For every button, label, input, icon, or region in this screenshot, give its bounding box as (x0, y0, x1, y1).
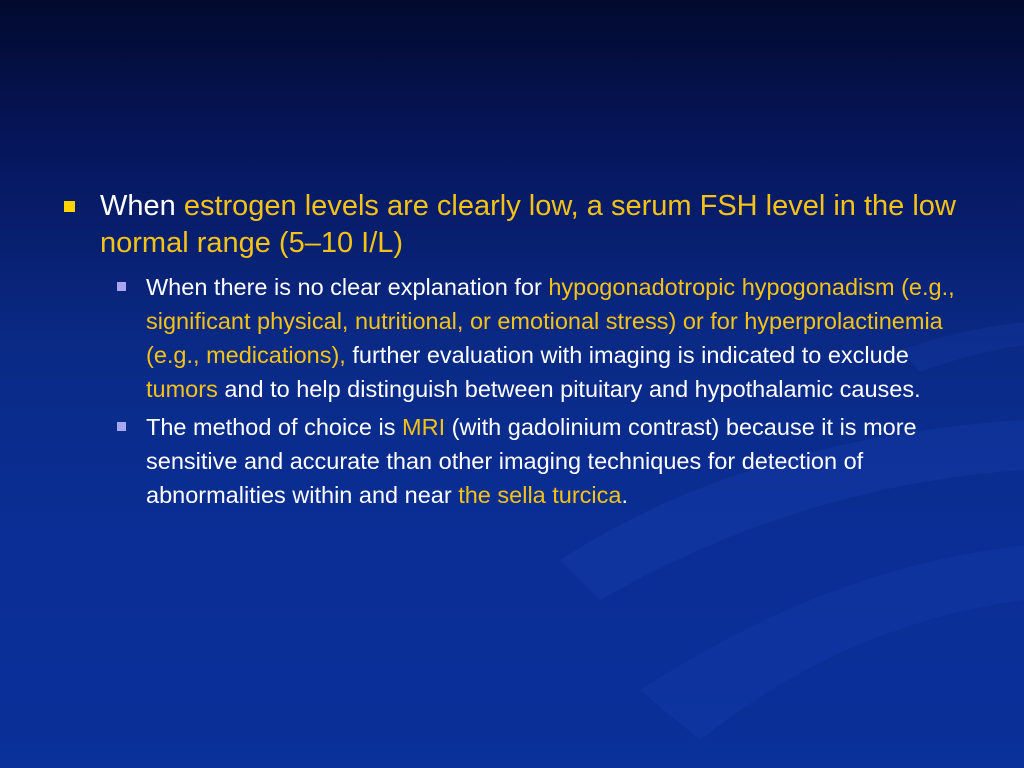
bullet-text: When (100, 190, 184, 222)
bullet-text: The method of choice is (146, 414, 403, 440)
bullet-text: When there is no clear explanation for (146, 274, 549, 300)
bullet-item-level2 (117, 410, 972, 512)
bullet-text: further evaluation with imaging is indicated to exclude (345, 342, 909, 368)
bullet-highlight: hypogonadotropic hypogonadism (e.g., significant physical, nutritional, or emotional stress) or for hyperprolactinemia (e.g., medications), (146, 274, 955, 368)
bullet-highlight: estrogen levels are clearly low, a serum FSH level in the low normal range (5–10 I/L) (100, 190, 956, 259)
bullet-highlight: the sella turcica (458, 482, 622, 508)
bullet-highlight: tumors (146, 376, 218, 402)
square-bullet-icon (117, 422, 126, 431)
bullet-text: (with gadolinium contrast) because it is more sensitive and accurate than other imaging techniques for detection of abnormalities within and near (146, 414, 917, 508)
bullet-text: and to help distinguish between pituitary and hypothalamic causes. (217, 376, 921, 402)
bullet-highlight: MRI (402, 414, 446, 440)
slide-body (62, 188, 972, 516)
bullet-item-level2 (117, 270, 972, 406)
square-bullet-icon (117, 282, 126, 291)
square-bullet-icon (64, 201, 75, 212)
bullet-text: . (621, 482, 629, 508)
bullet-item-level1 (62, 188, 972, 262)
